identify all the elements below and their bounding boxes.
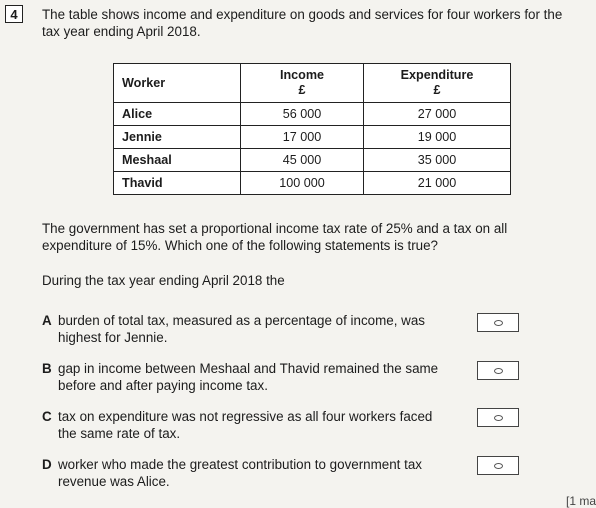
option-text-line-2: the same rate of tax. bbox=[58, 426, 181, 441]
question-stem bbox=[42, 220, 587, 254]
option-letter: D bbox=[42, 457, 52, 472]
worker-name: Jennie bbox=[114, 126, 241, 149]
option-b bbox=[42, 360, 462, 394]
option-letter: A bbox=[42, 313, 52, 328]
option-text-line-2: revenue was Alice. bbox=[58, 474, 170, 489]
expenditure-cell: 21 000 bbox=[364, 172, 511, 195]
stem-line-2: expenditure of 15%. Which one of the following statements is true? bbox=[42, 238, 438, 253]
option-text-line-2: before and after paying income tax. bbox=[58, 378, 268, 393]
option-text-line-2: highest for Jennie. bbox=[58, 330, 168, 345]
marks-label: [1 ma bbox=[565, 494, 596, 508]
header-income-unit: £ bbox=[298, 83, 306, 97]
worker-name: Meshaal bbox=[114, 149, 241, 172]
option-letter: C bbox=[42, 409, 52, 424]
worker-name: Alice bbox=[114, 103, 241, 126]
option-letter: B bbox=[42, 361, 52, 376]
header-expenditure-title: Expenditure bbox=[400, 68, 474, 82]
table-row bbox=[114, 149, 511, 172]
radio-circle-icon bbox=[494, 463, 503, 469]
table-row bbox=[114, 126, 511, 149]
option-text-line-1: burden of total tax, measured as a percentage of income, was bbox=[58, 313, 425, 328]
radio-circle-icon bbox=[494, 415, 503, 421]
radio-circle-icon bbox=[494, 320, 503, 326]
income-expenditure-table bbox=[113, 63, 511, 195]
option-c-radio[interactable] bbox=[477, 408, 519, 427]
income-cell: 100 000 bbox=[241, 172, 364, 195]
expenditure-cell: 27 000 bbox=[364, 103, 511, 126]
option-text-line-1: tax on expenditure was not regressive as all four workers faced bbox=[58, 409, 433, 424]
table-row bbox=[114, 103, 511, 126]
income-cell: 45 000 bbox=[241, 149, 364, 172]
stem-line-1: The government has set a proportional income tax rate of 25% and a tax on all bbox=[42, 221, 508, 236]
option-a-radio[interactable] bbox=[477, 313, 519, 332]
option-a bbox=[42, 312, 462, 346]
intro-line-1: The table shows income and expenditure on goods and services for four workers for the bbox=[42, 7, 563, 22]
option-c bbox=[42, 408, 462, 442]
worker-name: Thavid bbox=[114, 172, 241, 195]
header-income-title: Income bbox=[279, 68, 325, 82]
income-cell: 17 000 bbox=[241, 126, 364, 149]
question-lead: During the tax year ending April 2018 the bbox=[42, 273, 285, 288]
option-text-line-1: worker who made the greatest contribution to government tax bbox=[58, 457, 422, 472]
question-intro bbox=[42, 6, 587, 40]
header-expenditure-unit: £ bbox=[433, 83, 441, 97]
header-income bbox=[241, 64, 364, 103]
option-d-radio[interactable] bbox=[477, 456, 519, 475]
table-row bbox=[114, 172, 511, 195]
radio-circle-icon bbox=[494, 368, 503, 374]
expenditure-cell: 35 000 bbox=[364, 149, 511, 172]
header-expenditure bbox=[364, 64, 511, 103]
option-text-line-1: gap in income between Meshaal and Thavid remained the same bbox=[58, 361, 439, 376]
option-d bbox=[42, 456, 462, 490]
expenditure-cell: 19 000 bbox=[364, 126, 511, 149]
option-b-radio[interactable] bbox=[477, 361, 519, 380]
question-number: 4 bbox=[5, 5, 23, 23]
table-header-row bbox=[114, 64, 511, 103]
income-cell: 56 000 bbox=[241, 103, 364, 126]
header-worker: Worker bbox=[114, 64, 241, 103]
intro-line-2: tax year ending April 2018. bbox=[42, 24, 201, 39]
